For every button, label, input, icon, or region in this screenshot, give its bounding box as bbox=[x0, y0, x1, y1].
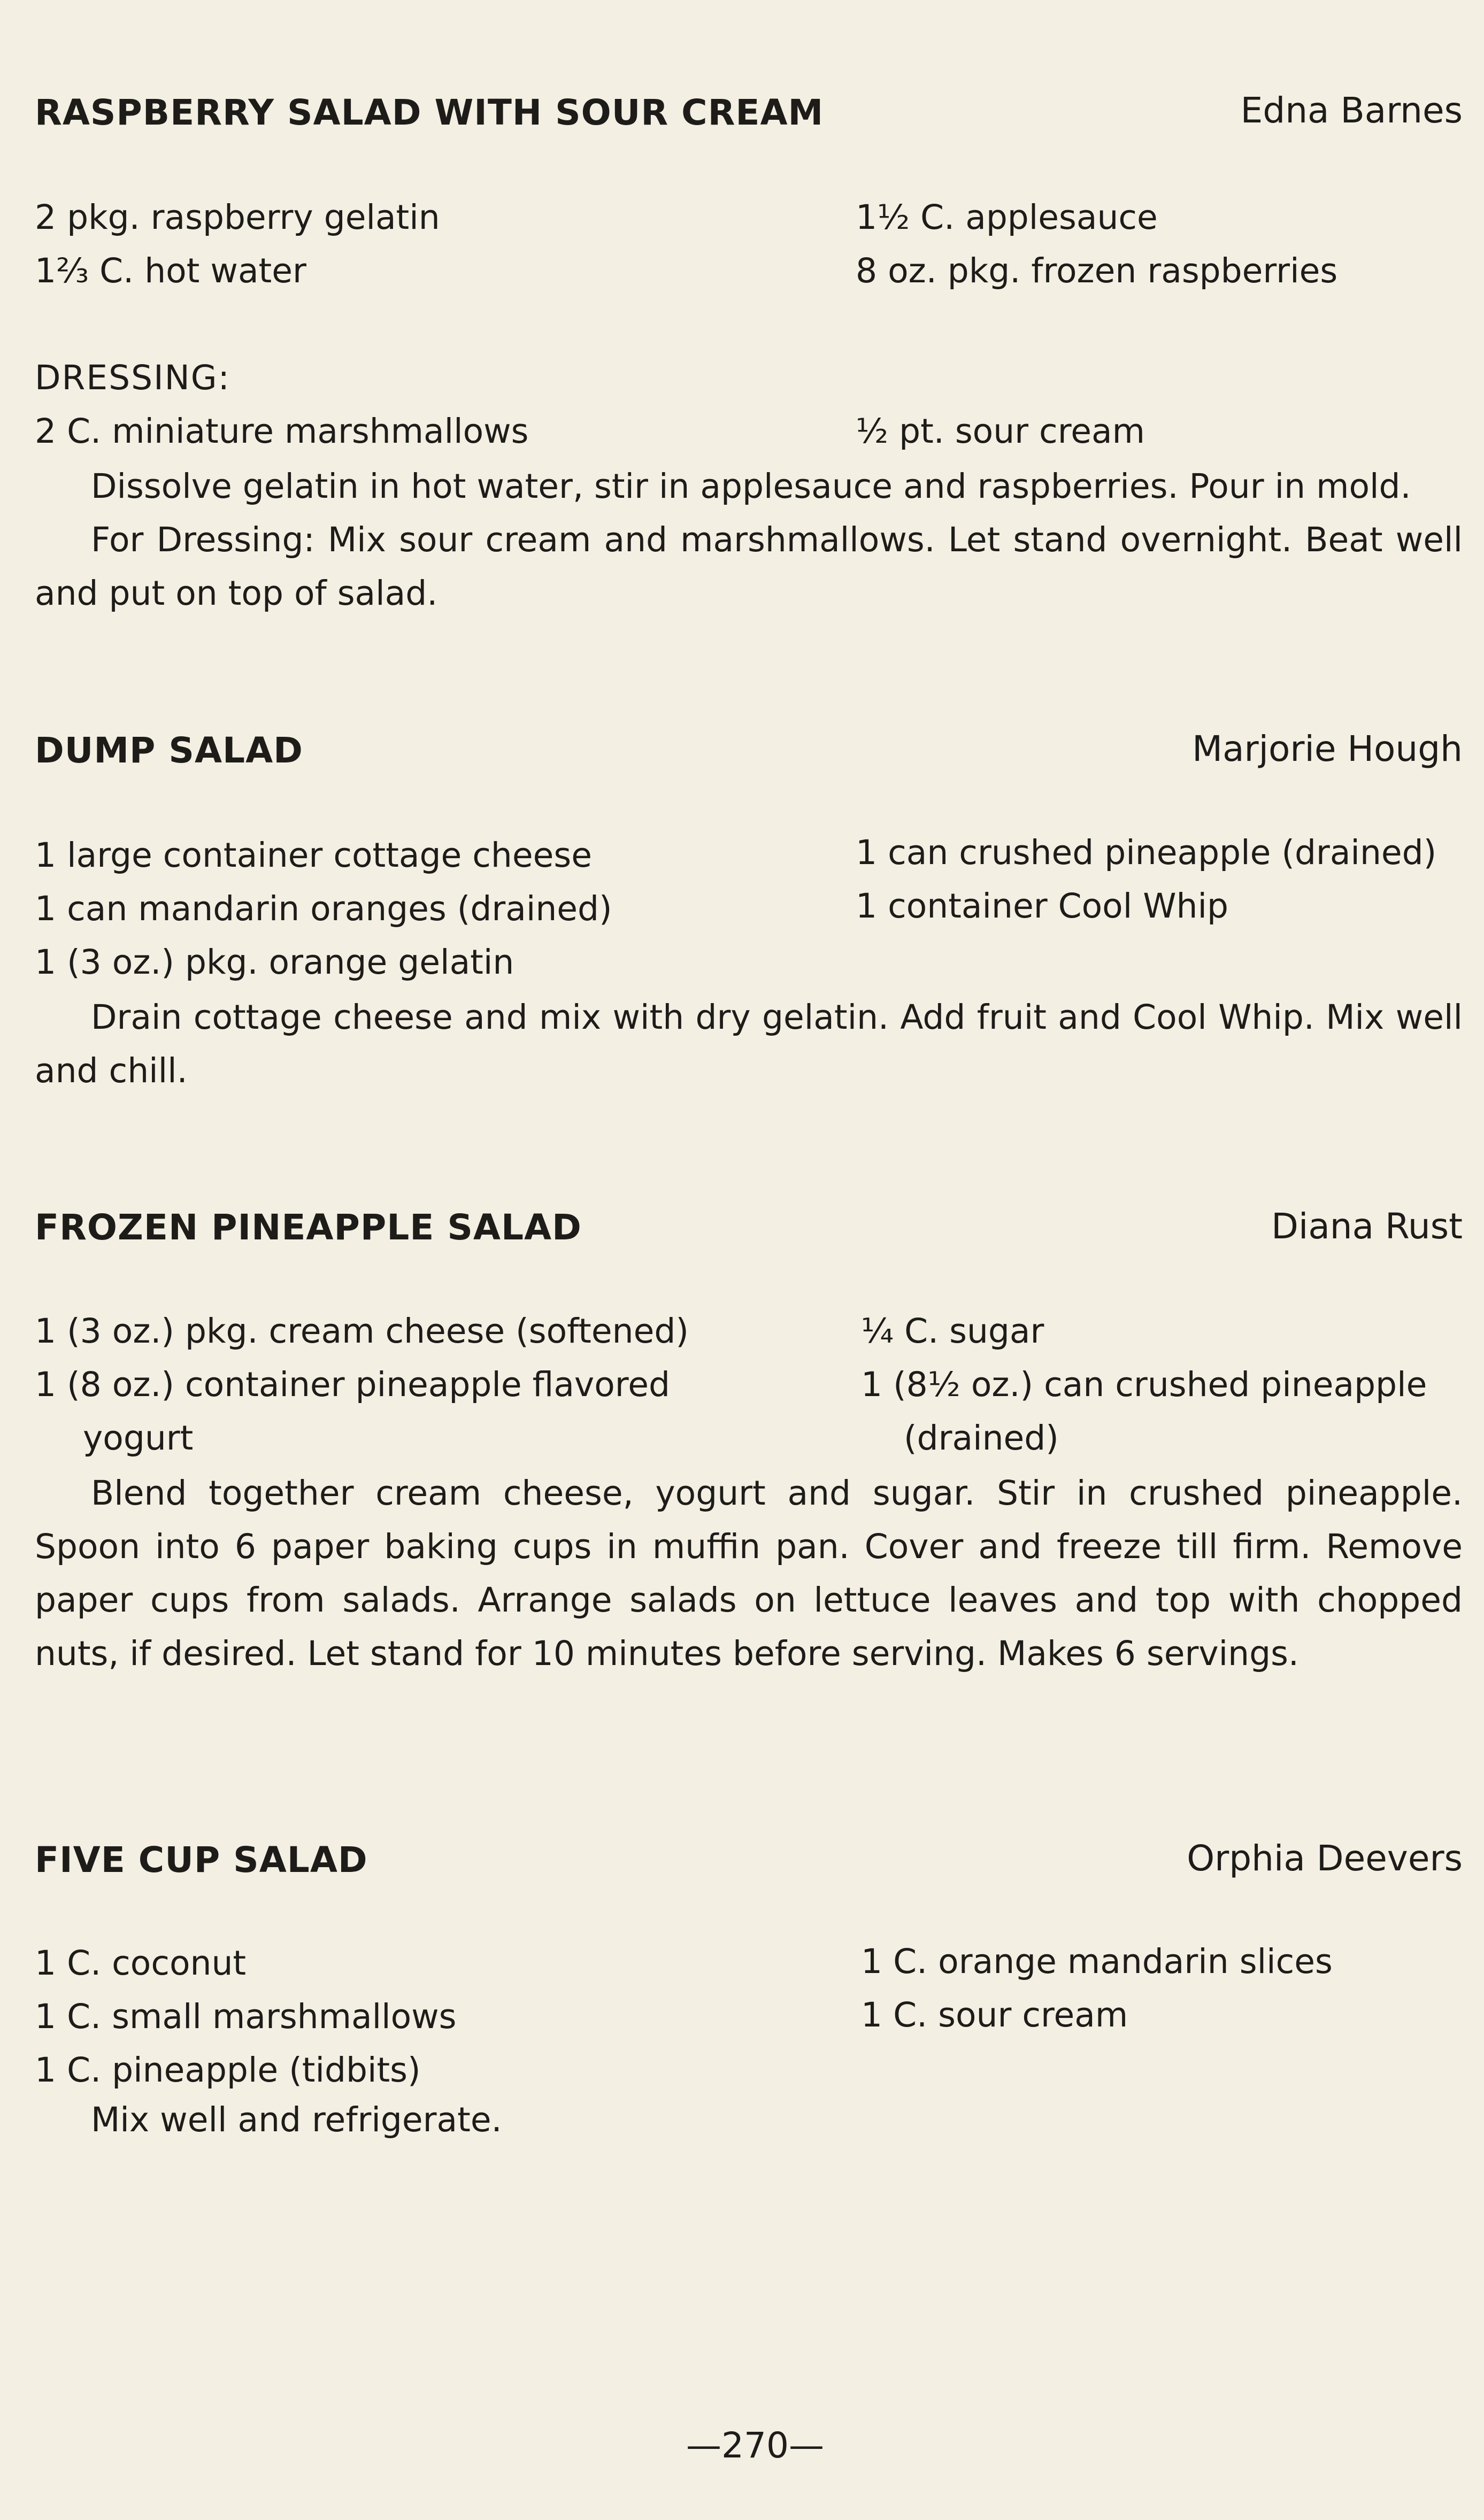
ingredient: 1⅔ C. hot water bbox=[35, 251, 306, 290]
recipe-directions bbox=[35, 2093, 1463, 2147]
ingredient: 1 C. pineapple (tidbits) bbox=[35, 2051, 421, 2090]
ingredient: 1 C. orange mandarin slices bbox=[861, 1942, 1333, 1981]
ingredient: 1 large container cottage cheese bbox=[35, 836, 592, 875]
page-number: —270— bbox=[686, 2425, 824, 2466]
ingredient: ¼ C. sugar bbox=[861, 1312, 1044, 1351]
recipe-author: Diana Rust bbox=[1271, 1206, 1463, 1247]
ingredient: 1 can mandarin oranges (drained) bbox=[35, 889, 612, 928]
ingredient: 1½ C. applesauce bbox=[856, 198, 1158, 237]
recipe-author: Marjorie Hough bbox=[1192, 728, 1463, 769]
ingredient: 1 container Cool Whip bbox=[856, 887, 1228, 926]
ingredient: 2 pkg. raspberry gelatin bbox=[35, 198, 440, 237]
direction-paragraph: Mix well and refrigerate. bbox=[91, 2100, 502, 2139]
recipe-title: FROZEN PINEAPPLE SALAD bbox=[35, 1207, 582, 1248]
recipe-title: RASPBERRY SALAD WITH SOUR CREAM bbox=[35, 92, 824, 133]
ingredient: yogurt bbox=[83, 1419, 194, 1458]
ingredient: 1 C. small marshmallows bbox=[35, 1997, 457, 2036]
ingredient: 1 (3 oz.) pkg. orange gelatin bbox=[35, 943, 514, 982]
recipe-title: FIVE CUP SALAD bbox=[35, 1839, 368, 1881]
ingredient: ½ pt. sour cream bbox=[856, 412, 1145, 451]
recipe-author: Edna Barnes bbox=[1240, 90, 1463, 131]
recipe-author: Orphia Deevers bbox=[1187, 1838, 1463, 1879]
ingredient: 2 C. miniature marshmallows bbox=[35, 412, 529, 451]
ingredient: 1 (8½ oz.) can crushed pineapple bbox=[861, 1365, 1427, 1404]
ingredient: 8 oz. pkg. frozen raspberries bbox=[856, 251, 1338, 290]
ingredient: 1 C. coconut bbox=[35, 1944, 247, 1983]
ingredient: 1 (3 oz.) pkg. cream cheese (softened) bbox=[35, 1312, 689, 1351]
recipe-directions bbox=[35, 1467, 1463, 1681]
ingredient: 1 can crushed pineapple (drained) bbox=[856, 833, 1437, 872]
dressing-label: DRESSING: bbox=[35, 358, 230, 397]
ingredient: 1 C. sour cream bbox=[861, 1995, 1128, 2035]
recipe-directions bbox=[35, 991, 1463, 1098]
direction-paragraph: Drain cottage cheese and mix with dry gelatin. Add fruit and Cool Whip. Mix well and chill. bbox=[35, 998, 1463, 1090]
recipe-directions bbox=[35, 460, 1463, 620]
direction-paragraph: Dissolve gelatin in hot water, stir in applesauce and raspberries. Pour in mold. bbox=[91, 467, 1411, 506]
ingredient: 1 (8 oz.) container pineapple flavored bbox=[35, 1365, 671, 1404]
direction-paragraph: Blend together cream cheese, yogurt and sugar. Stir in crushed pineapple. Spoon into 6 paper baking cups in muffin pan. Cover and freeze till firm. Remove paper cups from salads. Arrange salads on lettuce leaves and top with chopped nuts, if desired. Let stand for 10 minutes before serving. Makes 6 servings. bbox=[35, 1474, 1463, 1673]
ingredient: (drained) bbox=[904, 1419, 1059, 1458]
recipe-title: DUMP SALAD bbox=[35, 730, 303, 771]
direction-paragraph: For Dressing: Mix sour cream and marshmallows. Let stand overnight. Beat well and put on top of salad. bbox=[35, 520, 1463, 613]
